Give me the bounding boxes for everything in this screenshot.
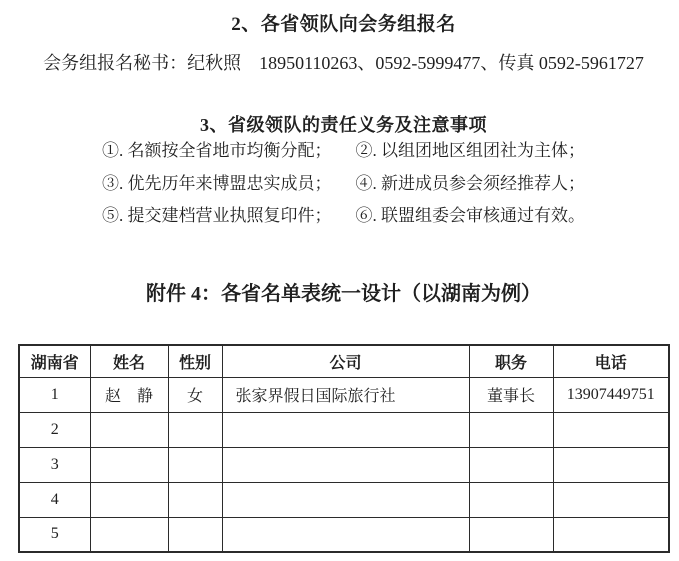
- roster-header-row: [19, 345, 669, 377]
- row-2-company: [222, 412, 469, 447]
- duty-item-3: ③. 优先历年来博盟忠实成员；: [102, 173, 332, 193]
- row-1-name: 赵 静: [90, 377, 168, 412]
- duty-item-1: ①. 名额按全省地市均衡分配；: [102, 141, 332, 160]
- row-5-index: 5: [19, 517, 90, 552]
- duty-item-4: ④. 新进成员参会须经推荐人；: [355, 173, 585, 193]
- row-1-position: 董事长: [469, 377, 553, 412]
- roster-row-2: [19, 412, 669, 447]
- roster-row-1: [19, 377, 669, 412]
- row-2-name: [90, 412, 168, 447]
- roster-row-3: [19, 447, 669, 482]
- row-2-position: [469, 412, 553, 447]
- roster-row-4: [19, 482, 669, 517]
- row-3-phone: [553, 447, 669, 482]
- header-company: 公司: [222, 345, 469, 377]
- row-3-position: [469, 447, 553, 482]
- header-phone: 电话: [553, 345, 669, 377]
- attachment-4-heading: 附件 4：各省名单表统一设计（以湖南为例）: [146, 283, 541, 305]
- row-5-company: [222, 517, 469, 552]
- row-4-phone: [553, 482, 669, 517]
- duty-list: [8, 135, 679, 233]
- row-4-index: 4: [19, 482, 90, 517]
- duty-list-grid: [102, 135, 585, 233]
- row-4-position: [469, 482, 553, 517]
- header-province: 湖南省: [19, 345, 90, 377]
- row-5-position: [469, 517, 553, 552]
- secretary-contact-line: 会务组报名秘书：纪秋照 18950110263、0592-5999477、传真 0592-5961727: [43, 53, 644, 73]
- row-4-gender: [168, 482, 222, 517]
- row-5-gender: [168, 517, 222, 552]
- row-4-name: [90, 482, 168, 517]
- header-gender: 性别: [168, 345, 222, 377]
- header-position: 职务: [469, 345, 553, 377]
- row-3-name: [90, 447, 168, 482]
- row-4-company: [222, 482, 469, 517]
- header-name: 姓名: [90, 345, 168, 377]
- row-1-phone: 13907449751: [553, 377, 669, 412]
- roster-row-5: [19, 517, 669, 552]
- row-2-index: 2: [19, 412, 90, 447]
- section-3-heading: 3、省级领队的责任义务及注意事项: [200, 115, 487, 135]
- row-2-gender: [168, 412, 222, 447]
- row-1-company: 张家界假日国际旅行社: [222, 377, 469, 412]
- row-3-company: [222, 447, 469, 482]
- section-2-heading: 2、各省领队向会务组报名: [231, 14, 456, 35]
- duty-item-6: ⑥. 联盟组委会审核通过有效。: [355, 206, 585, 225]
- row-1-index: 1: [19, 377, 90, 412]
- row-3-index: 3: [19, 447, 90, 482]
- row-2-phone: [553, 412, 669, 447]
- duty-item-2: ②. 以组团地区组团社为主体；: [355, 141, 585, 160]
- row-1-gender: 女: [168, 377, 222, 412]
- row-3-gender: [168, 447, 222, 482]
- row-5-phone: [553, 517, 669, 552]
- roster-table: [18, 344, 670, 553]
- duty-item-5: ⑤. 提交建档营业执照复印件；: [102, 206, 332, 225]
- row-5-name: [90, 517, 168, 552]
